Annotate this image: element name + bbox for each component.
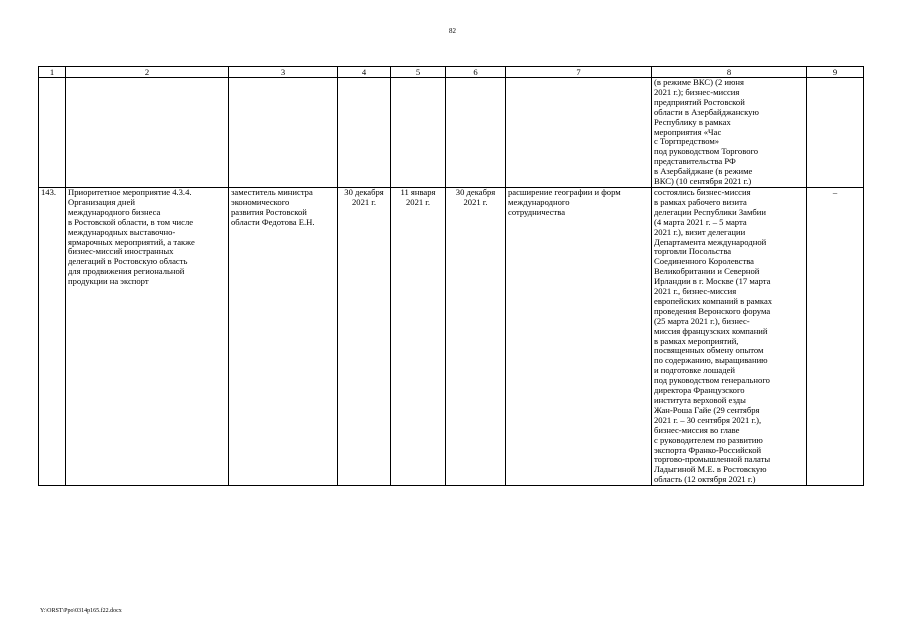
table-row-continued xyxy=(39,78,864,188)
end-date: 30 декабря 2021 г. xyxy=(446,187,506,485)
start-date: 11 января 2021 г. xyxy=(391,187,446,485)
table-cell xyxy=(229,78,338,188)
expected-result: расширение географии и форм международного сотрудничества xyxy=(506,187,652,485)
column-header: 9 xyxy=(807,67,864,78)
table-cell xyxy=(446,78,506,188)
column-header: 7 xyxy=(506,67,652,78)
table-cell xyxy=(807,78,864,188)
table-row xyxy=(39,187,864,485)
notes: – xyxy=(807,187,864,485)
actual-result: состоялись бизнес-миссия в рамках рабочего визита делегации Республики Замбии (4 марта 2021 г. – 5 марта 2021 г.), визит делегации Департамента международной торговли Посольства Соединенного Королевства Великобритании и Северной Ирландии в г. Москве (17 марта 2021 г., бизнес-миссия европейских компаний в рамках проведения Веронского форума (25 марта 2021 г.), бизнес- миссия французских компаний в рамках мероприятий, посвященных обмену опытом по содержанию, выращиванию и подготовке лошадей под руководством генерального директора Французского института верховой езды Жан-Роша Гайе (29 сентября 2021 г. – 30 сентября 2021 г.), бизнес-миссия во главе с руководителем по развитию экспорта Франко-Российской торгово-промышленной палаты Ладыгиной М.Е. в Ростовскую область (12 октября 2021 г.) xyxy=(652,187,807,485)
column-header: 6 xyxy=(446,67,506,78)
page-number: 82 xyxy=(449,27,456,35)
column-header: 8 xyxy=(652,67,807,78)
actual-result-continued: (в режиме ВКС) (2 июня 2021 г.); бизнес-миссия предприятий Ростовской области в Азербайджанскую Республику в рамках мероприятия «Час с Торгпредством» под руководством Торгового представительства РФ в Азербайджане (в режиме ВКС) (10 сентября 2021 г.) xyxy=(652,78,807,188)
planned-date: 30 декабря 2021 г. xyxy=(338,187,391,485)
table-cell xyxy=(506,78,652,188)
footer-file-path: Y:\ORST\Ppo\0314p165.f22.docx xyxy=(40,608,122,614)
column-header: 3 xyxy=(229,67,338,78)
table-cell xyxy=(391,78,446,188)
column-header: 4 xyxy=(338,67,391,78)
report-table xyxy=(38,66,864,486)
column-header: 1 xyxy=(39,67,66,78)
table-cell xyxy=(338,78,391,188)
column-header: 2 xyxy=(66,67,229,78)
event-name: Приоритетное мероприятие 4.3.4. Организация дней международного бизнеса в Ростовской области, в том числе международных выставочно- ярмарочных мероприятий, а также бизнес-миссий иностранных делегаций в Ростовскую область для продвижения региональной продукции на экспорт xyxy=(66,187,229,485)
responsible-person: заместитель министра экономического развития Ростовской области Федотова Е.Н. xyxy=(229,187,338,485)
row-number: 143. xyxy=(39,187,66,485)
table-cell xyxy=(66,78,229,188)
table-cell xyxy=(39,78,66,188)
header-row xyxy=(39,67,864,78)
column-header: 5 xyxy=(391,67,446,78)
